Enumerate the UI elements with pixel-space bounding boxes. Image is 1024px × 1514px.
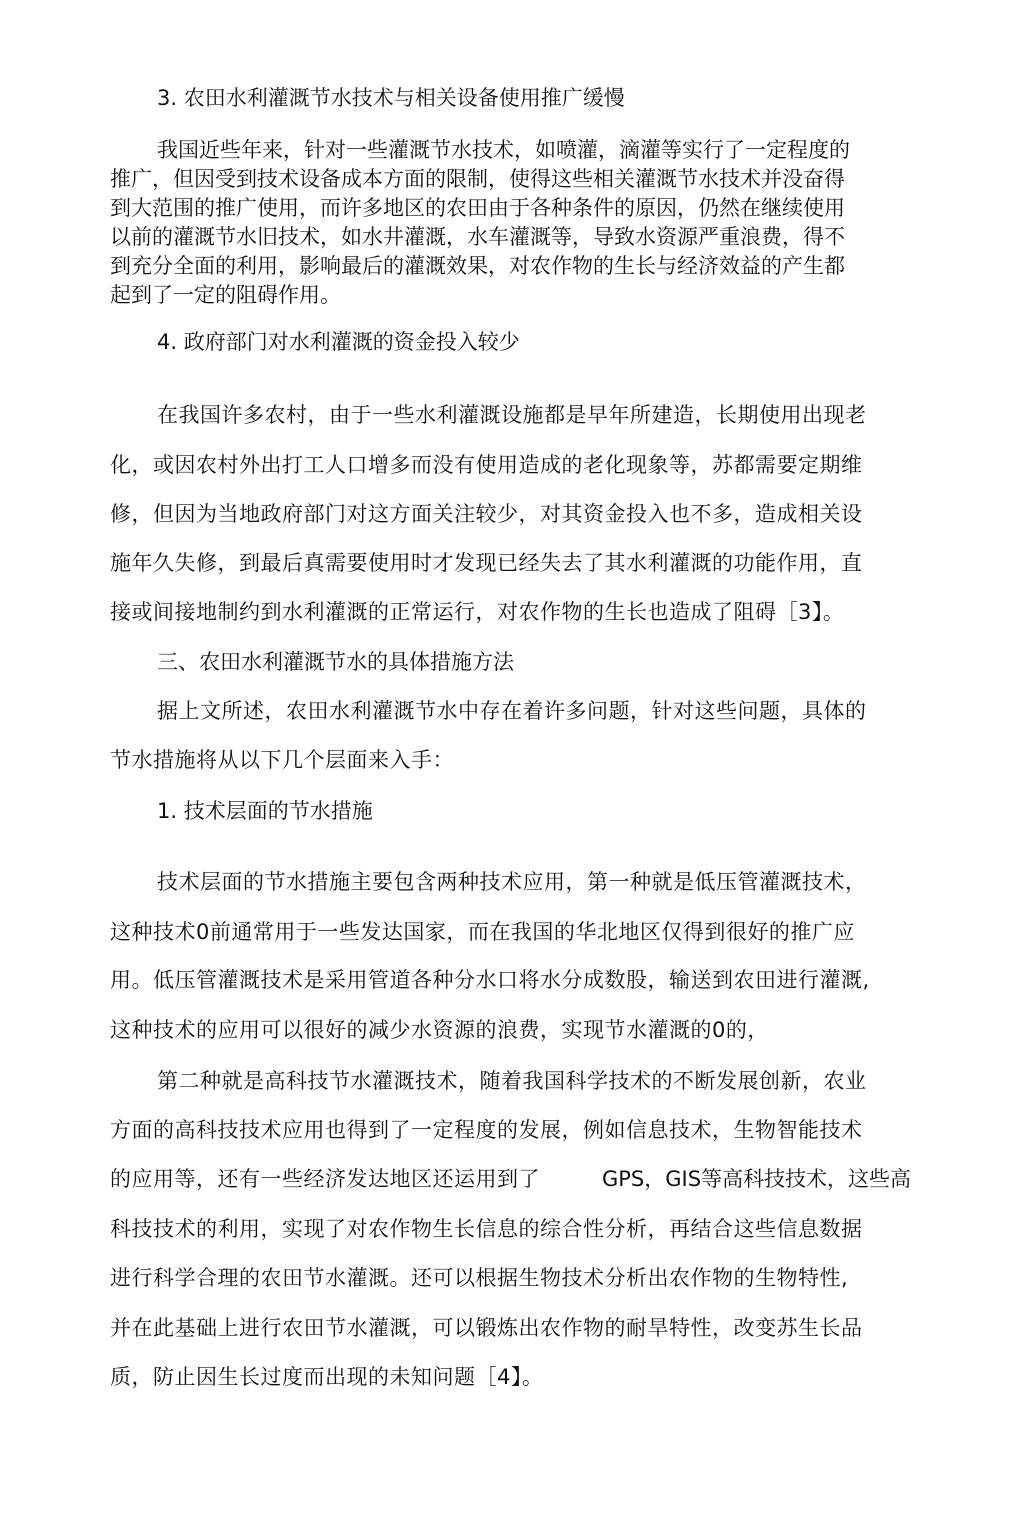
paragraph-line: 进行科学合理的农田节水灌溉。还可以根据生物技术分析出农作物的生物特性, xyxy=(110,1266,849,1290)
paragraph-line: 到大范围的推广使用，而许多地区的农田由于各种条件的原因，仍然在继续使用 xyxy=(110,196,845,220)
paragraph-line: 化，或因农村外出打工人口增多而没有使用造成的老化现象等，苏都需要定期维 xyxy=(110,453,863,477)
paragraph-line: 到充分全面的利用，影响最后的灌溉效果，对农作物的生长与经济效益的产生都 xyxy=(110,254,845,278)
subsection-heading: 1. 技术层面的节水措施 xyxy=(157,799,373,823)
paragraph-line: 用。低压管灌溉技术是采用管道各种分水口将水分成数股，输送到农田进行灌溉, xyxy=(110,968,870,992)
heading-3: 3. 农田水利灌溉节水技术与相关设备使用推广缓慢 xyxy=(157,86,625,110)
paragraph-line: 第二种就是高科技节水灌溉技术，随着我国科学技术的不断发展创新，农业 xyxy=(157,1069,867,1093)
paragraph-line: 质，防止因生长过度而出现的未知问题［4】。 xyxy=(110,1365,544,1389)
paragraph-line-tail: GPS，GIS等高科技技术，这些高 xyxy=(602,1167,912,1191)
paragraph-line: 的应用等，还有一些经济发达地区还运用到了 xyxy=(110,1167,540,1191)
paragraph-line: 在我国许多农村，由于一些水利灌溉设施都是早年所建造，长期使用出现老 xyxy=(157,403,867,427)
heading-4: 4. 政府部门对水利灌溉的资金投入较少 xyxy=(157,330,520,354)
paragraph-line: 据上文所述，农田水利灌溉节水中存在着许多问题，针对这些问题，具体的 xyxy=(157,699,867,723)
paragraph-line: 起到了一定的阻碍作用。 xyxy=(110,283,341,307)
paragraph-line: 并在此基础上进行农田节水灌溉，可以锻炼出农作物的耐旱特性，改变苏生长品 xyxy=(110,1316,863,1340)
paragraph-line: 这种技术的应用可以很好的减少水资源的浪费，实现节水灌溉的0的， xyxy=(110,1018,769,1042)
paragraph-line: 以前的灌溉节水旧技术，如水井灌溉，水车灌溉等，导致水资源严重浪费，得不 xyxy=(110,225,845,249)
paragraph-line: 我国近些年来，针对一些灌溉节水技术，如喷灌，滴灌等实行了一定程度的 xyxy=(157,138,850,162)
paragraph-line: 推广，但因受到技术设备成本方面的限制，使得这些相关灌溉节水技术并没奋得 xyxy=(110,167,845,191)
section-heading: 三、农田水利灌溉节水的具体措施方法 xyxy=(157,650,514,674)
paragraph-line: 这种技术0前通常用于一些发达国家，而在我国的华北地区仅得到很好的推广应 xyxy=(110,920,855,944)
paragraph-line: 技术层面的节水措施主要包含两种技术应用，第一种就是低压管灌溉技术， xyxy=(157,870,867,894)
paragraph-line: 施年久失修，到最后真需要使用时才发现已经失去了其水利灌溉的功能作用，直 xyxy=(110,551,863,575)
paragraph-line: 方面的高科技技术应用也得到了一定程度的发展，例如信息技术，生物智能技术 xyxy=(110,1118,863,1142)
paragraph-line: 科技技术的利用，实现了对农作物生长信息的综合性分析，再结合这些信息数据 xyxy=(110,1217,863,1241)
paragraph-line: 修，但因为当地政府部门对这方面关注较少，对其资金投入也不多，造成相关设 xyxy=(110,502,863,526)
paragraph-line: 节水措施将从以下几个层面来入手： xyxy=(110,748,454,772)
paragraph-line: 接或间接地制约到水利灌溉的正常运行，对农作物的生长也造成了阻碍［3】。 xyxy=(110,600,845,624)
